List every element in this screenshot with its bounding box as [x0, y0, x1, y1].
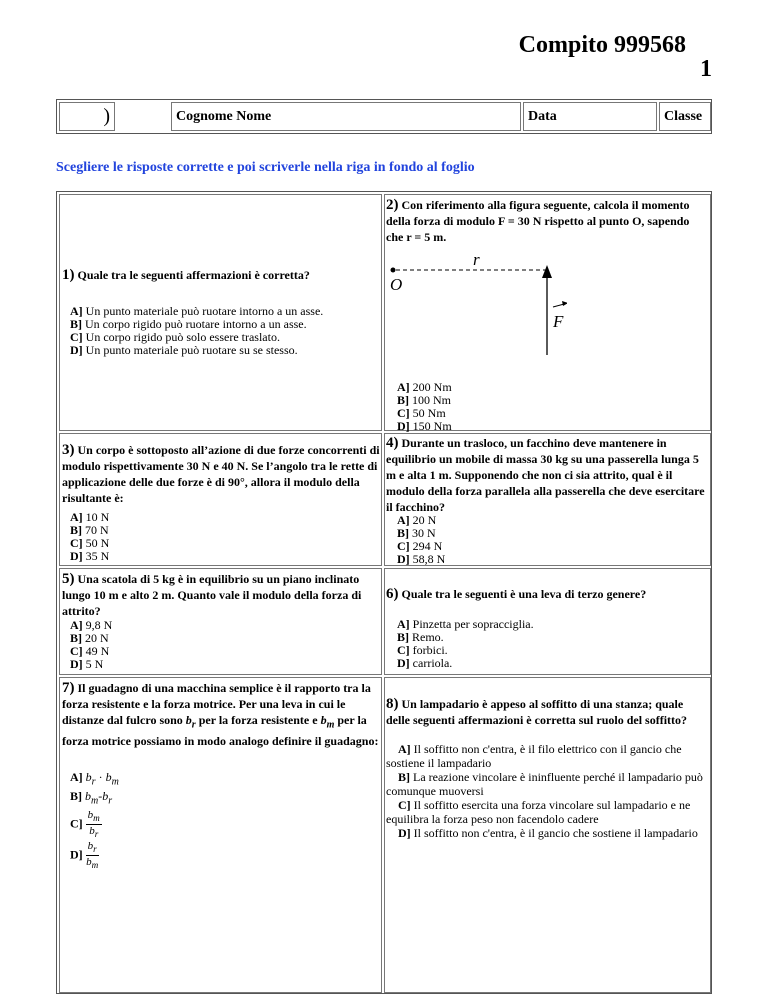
- prompt-part-2: per la forza resistente e: [195, 713, 321, 727]
- question-prompt: Una scatola di 5 kg è in equilibrio su un piano inclinato lungo 10 m e alto 2 m. Quanto vale il modulo della forza di attrito?: [62, 572, 362, 618]
- info-col1: ): [59, 102, 115, 131]
- answer-d: D] 35 N: [70, 549, 110, 563]
- prompt-part-3: per la forza motrice possiamo in modo analogo definire il guadagno:: [62, 713, 379, 749]
- student-info-table: [56, 99, 712, 134]
- page-number: 1: [700, 56, 712, 82]
- answer-d: D] Il soffitto non c'entra, è il gancio che sostiene il lampadario: [398, 826, 698, 840]
- question-3-text: [62, 442, 380, 506]
- answer-c: C] 50 N: [70, 536, 110, 550]
- question-2-text: [386, 197, 708, 245]
- force-arrowhead: [542, 265, 552, 278]
- question-prompt: Durante un trasloco, un facchino deve mantenere in equilibrio un mobile di massa 30 kg su una passerella lunga 5 m e alta 1 m. Supponendo che non ci sia attrito, qual è il modulo della forza parallela alla passerella che deve esercitare il facchino?: [386, 436, 705, 514]
- questions-grid: [56, 191, 712, 994]
- question-5-answers: [70, 619, 112, 671]
- question-prompt: Un corpo è sottoposto all’azione di due forze concorrenti di modulo rispettivamente 30 N e 40 N. Se l’angolo tra le rette di applicazione delle due forze è di 90°, allora il modulo della risultante è:: [62, 443, 380, 505]
- answer-b: B] 70 N: [70, 523, 109, 537]
- prompt-part-1: Il guadagno di una macchina semplice è il rapporto tra la forza resistente e la forza motrice. Per una leva in cui le distanze dal fulcro sono: [62, 681, 371, 727]
- answer-a: A] 10 N: [70, 510, 110, 524]
- answer-c: C] forbici.: [397, 643, 448, 657]
- question-number: 1): [62, 267, 75, 283]
- name-label: Cognome Nome: [171, 102, 521, 131]
- question-3-cell: [59, 433, 382, 566]
- distance-label: r: [473, 250, 480, 269]
- question-2-answers: [397, 381, 452, 433]
- question-6-text: [386, 586, 708, 602]
- question-6-cell: [384, 568, 711, 675]
- question-7-text: [62, 680, 380, 749]
- answer-d: D] Un punto materiale può ruotare su se stesso.: [70, 343, 298, 357]
- answer-b: B] 100 Nm: [397, 393, 451, 407]
- answer-d: D] 5 N: [70, 657, 104, 671]
- question-prompt: Un lampadario è appeso al soffitto di una stanza; quale delle seguenti affermazioni è corretta sul ruolo del soffitto?: [386, 697, 688, 727]
- answer-c: C] 49 N: [70, 644, 110, 658]
- answer-c: C] $\frac{b_m}{b_r}$: [70, 808, 100, 840]
- question-7-cell: [59, 677, 382, 993]
- question-number: 4): [386, 435, 399, 451]
- answer-a: A] 200 Nm: [397, 380, 452, 394]
- point-o: [391, 268, 396, 273]
- question-6-answers: [397, 618, 534, 670]
- answer-b: B] La reazione vincolare è ininfluente perché il lampadario può comunque muoversi: [386, 770, 703, 798]
- question-prompt: Quale tra le seguenti affermazioni è corretta?: [77, 268, 310, 282]
- question-prompt: Con riferimento alla figura seguente, calcola il momento della forza di modulo F = 30 N rispetto al punto O, sapendo che r = 5 m.: [386, 198, 690, 244]
- question-number: 5): [62, 571, 75, 587]
- answer-a: A] $b_r \cdot b_m$: [70, 770, 119, 788]
- question-number: 3): [62, 442, 75, 458]
- point-o-label: O: [390, 275, 403, 294]
- question-8-cell: [384, 677, 711, 993]
- answer-c: C] 294 N: [397, 539, 443, 553]
- question-number: 8): [386, 696, 399, 712]
- question-8-answers: [386, 742, 710, 840]
- question-8-text: [386, 696, 710, 728]
- force-bar-arrow: [562, 301, 567, 306]
- question-4-cell: [384, 433, 711, 566]
- answer-a: A] Un punto materiale può ruotare intorno a un asse.: [70, 304, 324, 318]
- answer-a: A] 20 N: [397, 513, 437, 527]
- question-3-answers: [70, 511, 109, 563]
- answer-d: D] 58,8 N: [397, 552, 446, 566]
- question-number: 7): [62, 680, 75, 696]
- var-bm: $b_m$: [320, 713, 335, 731]
- question-prompt: Quale tra le seguenti è una leva di terzo genere?: [401, 587, 647, 601]
- force-label: F: [553, 312, 564, 331]
- answer-c: C] Il soffitto esercita una forza vincolare sul lampadario e ne equilibra la forza peso non facendolo cadere: [386, 798, 691, 826]
- answer-d: D] $\frac{b_r}{b_m}$: [70, 840, 99, 871]
- class-label: Classe: [659, 102, 711, 131]
- question-number: 6): [386, 586, 399, 602]
- answer-b: B] Remo.: [397, 630, 444, 644]
- page-title: Compito 999568: [518, 32, 686, 58]
- answer-d: D] carriola.: [397, 656, 453, 670]
- answer-d: D] 150 Nm: [397, 419, 452, 433]
- question-1-answers: [70, 305, 323, 357]
- date-label: Data: [523, 102, 657, 131]
- question-7-answers: [70, 770, 119, 872]
- answer-a: A] Pinzetta per sopracciglia.: [397, 617, 534, 631]
- answer-b: B] Un corpo rigido può ruotare intorno a un asse.: [70, 317, 307, 331]
- question-number: 2): [386, 197, 399, 213]
- question-4-text: [386, 435, 708, 515]
- answer-c: C] 50 Nm: [397, 406, 446, 420]
- answer-a: A] Il soffitto non c'entra, è il filo elettrico con il gancio che sostiene il lampadario: [386, 742, 682, 770]
- question-2-cell: [384, 194, 711, 431]
- var-br: $b_r$: [185, 713, 196, 731]
- question-1-text: [62, 267, 380, 283]
- answer-c: C] Un corpo rigido può solo essere traslato.: [70, 330, 280, 344]
- answer-a: A] 9,8 N: [70, 618, 113, 632]
- answer-b: B] 20 N: [70, 631, 109, 645]
- answer-b: B] $b_m-b_r$: [70, 789, 113, 807]
- question-1-cell: [59, 194, 382, 431]
- question-5-text: [62, 571, 380, 619]
- instruction-text: Scegliere le risposte corrette e poi scriverle nella riga in fondo al foglio: [56, 160, 475, 175]
- moment-figure: [387, 245, 567, 365]
- answer-b: B] 30 N: [397, 526, 436, 540]
- question-5-cell: [59, 568, 382, 675]
- question-4-answers: [397, 514, 445, 566]
